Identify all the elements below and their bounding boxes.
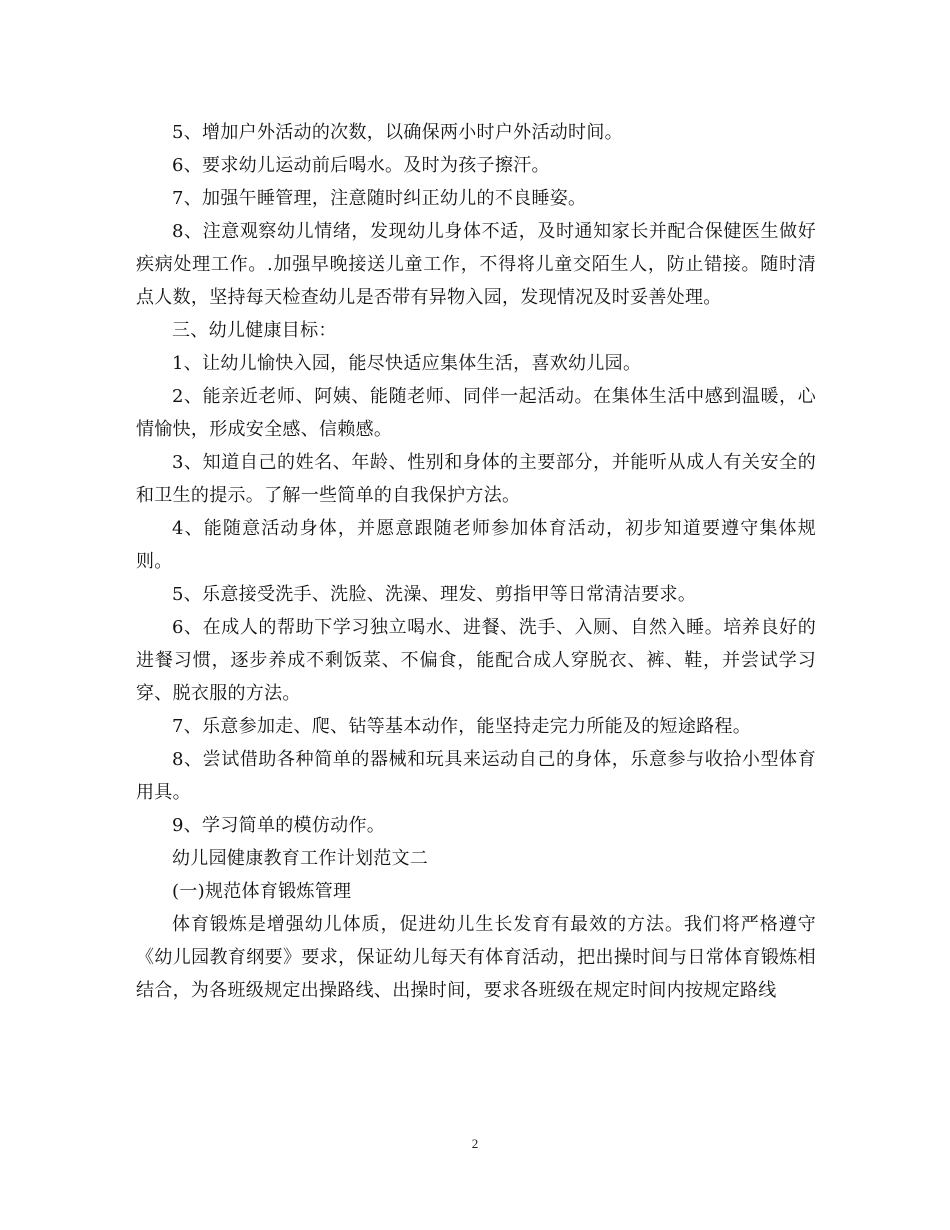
section-heading-plan-two: 幼儿园健康教育工作计划范文二 (172, 848, 429, 869)
paragraph-observe-emotions: 8、注意观察幼儿情绪，发现幼儿身体不适，及时通知家长并配合保健医生做好疾病处理工作。.加强早晚接送儿童工作，不得将儿童交陌生人，防止错接。随时清点人数，坚持每天检查幼儿是否带有异物入园，发现情况及时妥善处理。 (136, 221, 816, 308)
paragraph-goal-7: 7、乐意参加走、爬、钻等基本动作，能坚持走完力所能及的短途路程。 (172, 716, 752, 737)
section-heading-health-goals: 三、幼儿健康目标： (172, 320, 337, 341)
document-body (136, 116, 816, 1007)
paragraph-goal-3: 3、知道自己的姓名、年龄、性别和身体的主要部分，并能听从成人有关安全的和卫生的提示。了解一些简单的自我保护方法。 (136, 452, 816, 506)
paragraph-goal-9: 9、学习简单的模仿动作。 (172, 815, 386, 836)
paragraph-nap-management: 7、加强午睡管理，注意随时纠正幼儿的不良睡姿。 (172, 188, 587, 209)
page-number: 2 (471, 1136, 479, 1151)
paragraph-sports-exercise: 体育锻炼是增强幼儿体质，促进幼儿生长发育有最效的方法。我们将严格遵守《幼儿园教育纲要》要求，保证幼儿每天有体育活动，把出操时间与日常体育锻炼相结合，为各班级规定出操路线、出操时间，要求各班级在规定时间内按规定路线 (136, 914, 816, 1001)
paragraph-goal-6: 6、在成人的帮助下学习独立喝水、进餐、洗手、入厕、自然入睡。培养良好的进餐习惯，逐步养成不剩饭菜、不偏食，能配合成人穿脱衣、裤、鞋，并尝试学习穿、脱衣服的方法。 (136, 617, 816, 704)
paragraph-drink-water: 6、要求幼儿运动前后喝水。及时为孩子擦汗。 (172, 155, 550, 176)
paragraph-goal-5: 5、乐意接受洗手、洗脸、洗澡、理发、剪指甲等日常清洁要求。 (172, 584, 697, 605)
subheading-sports-management: (一)规范体育锻炼管理 (172, 881, 352, 902)
paragraph-goal-4: 4、能随意活动身体，并愿意跟随老师参加体育活动，初步知道要遵守集体规则。 (136, 518, 816, 572)
paragraph-goal-2: 2、能亲近老师、阿姨、能随老师、同伴一起活动。在集体生活中感到温暖，心情愉快，形成安全感、信赖感。 (136, 386, 816, 440)
paragraph-goal-1: 1、让幼儿愉快入园，能尽快适应集体生活，喜欢幼儿园。 (172, 353, 642, 374)
paragraph-outdoor-activity: 5、增加户外活动的次数，以确保两小时户外活动时间。 (172, 122, 623, 143)
paragraph-goal-8: 8、尝试借助各种简单的器械和玩具来运动自己的身体，乐意参与收拾小型体育用具。 (136, 749, 816, 803)
